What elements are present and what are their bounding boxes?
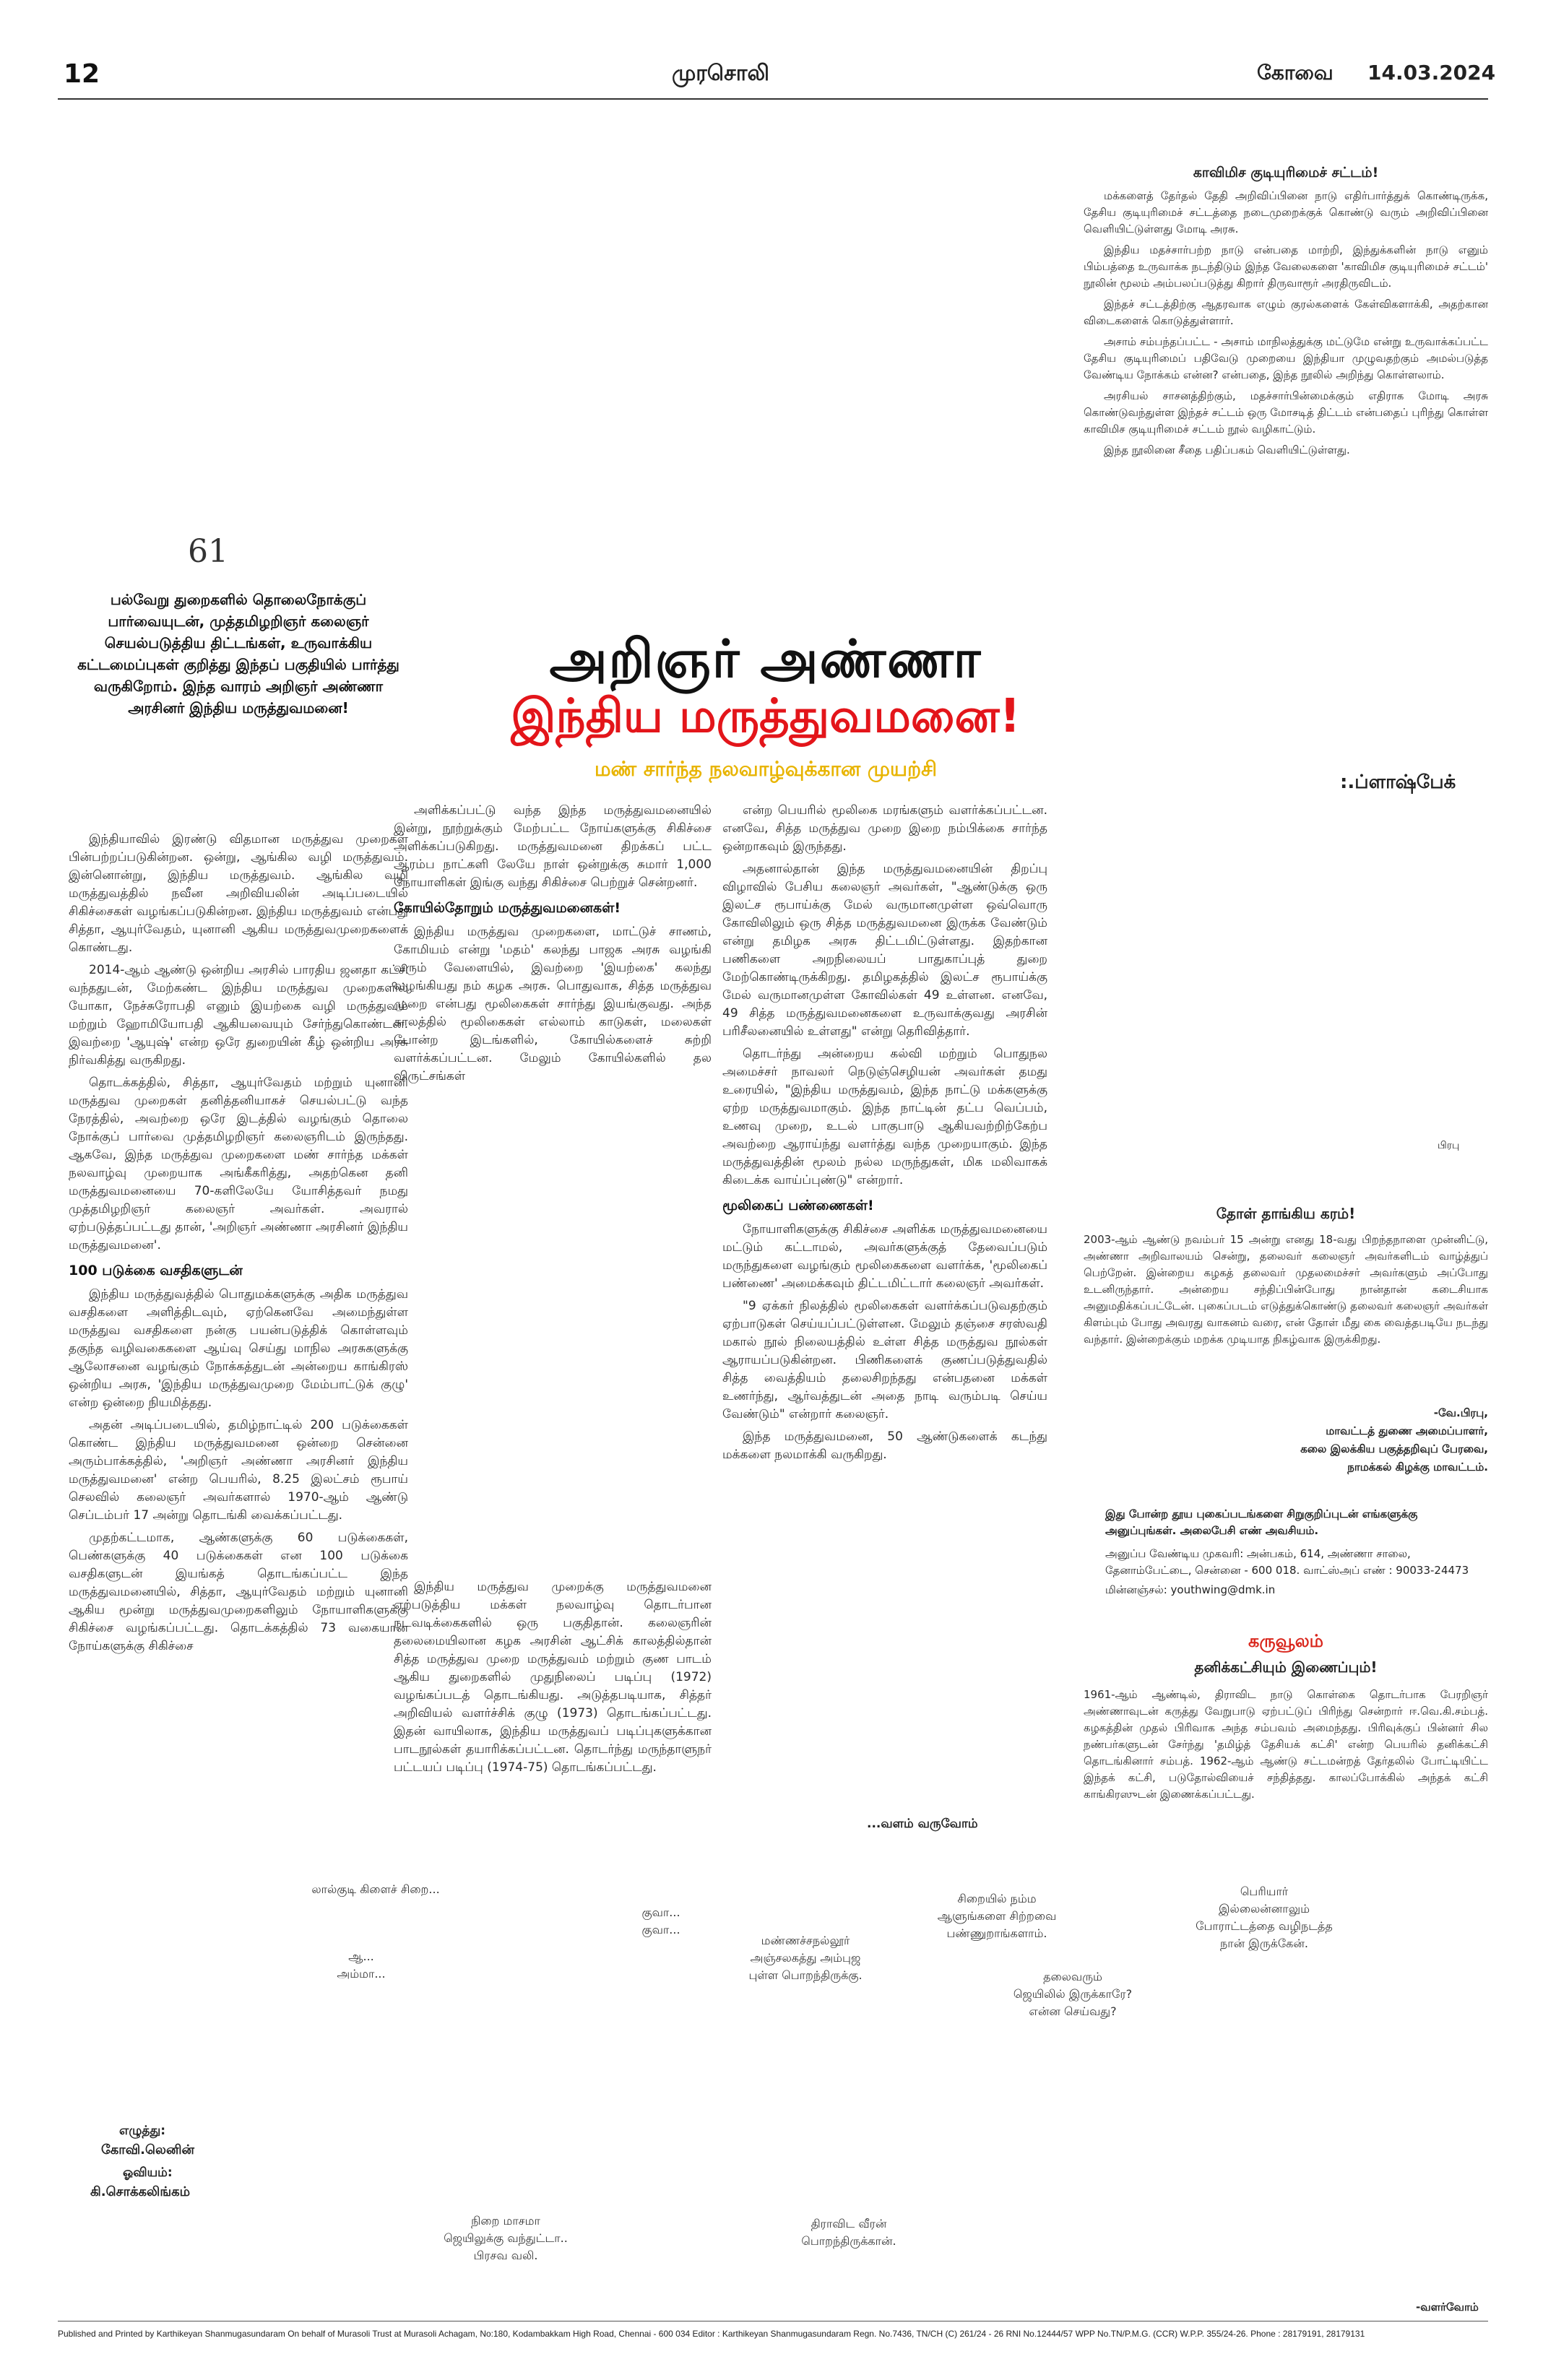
book-paragraph: இந்தச் சட்டத்திற்கு ஆதரவாக எழும் குரல்களைக் கேள்விகளாக்கி, அதற்கான விடைகளைக் கொடுத்துள்ளார்.	[1084, 298, 1488, 327]
book-paragraph: அரசியல் சாசனத்திற்கும், மதச்சார்பின்மைக்கும் எதிராக மோடி அரசு கொண்டுவந்துள்ள இந்தச் சட்டம் ஒரு மோசடித் திட்டம் என்பதைப் புரிந்து கொள்ள காவிமிச குடியுரிமைச் சட்டம் நூல் வழிகாட்டும்.	[1084, 389, 1488, 436]
shoulder-author: -வே.பிரபு,	[1433, 1406, 1488, 1419]
karuvoolam-title: தனிக்கட்சியும் இணைப்பும்!	[1194, 1658, 1378, 1676]
shoulder-text: 2003-ஆம் ஆண்டு நவம்பர் 15 அன்று எனது 18-வது பிறந்தநாளை முன்னிட்டு, அண்ணா அறிவாலயம் சென்று, தலைவர் கலைஞர் அவர்களிடம் வாழ்த்துப் பெற்றேன். இன்றைய கழகத் தலைவர் முதலமைச்சர் அவர்களும் அப்போது உடனிருந்தார். அன்றைய சந்திப்பின்போது நான்தான் கடைசியாக அனுமதிக்கப்பட்டேன். புகைப்படம் எடுத்துக்கொண்டு தலைவர் கலைஞர் அவர்கள் கிளம்பும் போது அவரது வாகனம் வரை, என் தோள் மீது கை வைத்தபடியே நடந்து வந்தார். இன்றைக்கும் மறக்க முடியாத நிகழ்வாக இருக்கிறது.	[1084, 1233, 1488, 1346]
flashback-label: :.ப்ளாஷ்பேக்	[1340, 771, 1456, 793]
article-column-1	[69, 831, 408, 1755]
page-number: 12	[64, 59, 100, 89]
book-review-title: காவிமிச குடியுரிமைச் சட்டம்!	[1193, 165, 1379, 181]
subheading-100-beds: 100 படுக்கை வசதிகளுடன்	[69, 1263, 243, 1278]
article-paragraph: அதனால்தான் இந்த மருத்துவமனையின் திறப்பு விழாவில் பேசிய கலைஞர் அவர்கள், "ஆண்டுக்கு ஒரு இலட்ச ரூபாய்க்கு மேல் வருமானமுள்ள ஒவ்வொரு கோவிலிலும் ஒரு சித்த மருத்துவமனை இருக்க வேண்டும் என்று தமிழக அரசு திட்டமிட்டுள்ளது. இதற்கான பணிகளை அறநிலையப் பாதுகாப்புத் துறை மேற்கொண்டிருக்கிறது. தமிழகத்தில் இலட்ச ரூபாய்க்கு மேல் வருமானமுள்ள கோவில்கள் 49 உள்ளன. எனவே, 49 சித்த மருத்துவமனைகளை உருவாக்குவது அரசின் பரிசீலனையில் உள்ளது" என்று தெரிவித்தார்.	[722, 862, 1047, 1039]
writer-name: கோவி.லெனின்	[101, 2142, 194, 2158]
speech-bubble: குவா... குவா...	[641, 1905, 680, 1937]
book-paragraph: மக்களைத் தேர்தல் தேதி அறிவிப்பினை நாடு எதிர்பார்த்துக் கொண்டிருக்க, தேசிய குடியுரிமைச் சட்டத்தை நடைமுறைக்குக் கொண்டு வரும் அறிவிப்பினை வெளியிட்டுள்ளது மோடி அரசு.	[1084, 189, 1488, 235]
karuvoolam-text: 1961-ஆம் ஆண்டில், திராவிட நாடு கொள்கை தொடர்பாக பேரறிஞர் அண்ணாவுடன் கருத்து வேறுபாடு ஏற்பட்டுப் பிரிந்து சென்றார் ஈ.வெ.கி.சம்பத். கழகத்தின் முதல் பிரிவாக அந்த சம்பவம் அமைந்தது. பிரிவுக்குப் பின்னர் சில நண்பர்களுடன் சேர்ந்து 'தமிழ்த் தேசியக் கட்சி' என்ற பெயரில் தனிக்கட்சி தொடங்கினார் சம்பத். 1962-ஆம் ஆண்டு சட்டமன்றத் தேர்தலில் போட்டியிட்ட இந்தக் கட்சி, படுதோல்வியைச் சந்தித்தது. காலப்போக்கில் அந்தக் கட்சி காங்கிரஸுடன் இணைக்கப்பட்டது.	[1084, 1688, 1488, 1801]
continued-note: ...வளம் வருவோம்	[867, 1817, 978, 1831]
footer-imprint: Published and Printed by Karthikeyan Shanmugasundaram On behalf of Murasoli Trust at Murasoli Achagam, No:180, Kodambakkam High Road, Chennai - 600 034 Editor : Karthikeyan Shanmugasundaram Regn. No.7436, TN/CH (C) 261/24 - 26 RNI No.12444/57 WPP No.TN/P.M.G. (CCR) W.P.P. 355/24-26. Phone : 28179191, 28179131	[58, 2329, 1365, 2339]
comic-intro: பல்வேறு துறைகளில் தொலைநோக்குப் பார்வையுடன், முத்தமிழறிஞர் கலைஞர் செயல்படுத்திய திட்டங்கள், உருவாக்கிய கட்டமைப்புகள் குறித்து இந்தப் பகுதியில் பார்த்து வருகிறோம். இந்த வாரம் அறிஞர் அண்ணா அரசினர் இந்திய மருத்துவமனை!	[77, 591, 399, 717]
book-paragraph: அசாம் சம்பந்தப்பட்ட - அசாம் மாநிலத்துக்கு மட்டுமே என்று உருவாக்கப்பட்ட தேசிய குடியுரிமைப் பதிவேடு முறையை இந்தியா முழுவதற்கும் அமல்படுத்த வேண்டிய நோக்கம் என்ன? என்பதை, இந்த நூலில் அறிந்து கொள்ளலாம்.	[1084, 335, 1488, 381]
article-column-2	[394, 802, 712, 1372]
shoulder-author-district: நாமக்கல் கிழக்கு மாவட்டம்.	[1347, 1461, 1488, 1474]
article-paragraph: 2014-ஆம் ஆண்டு ஒன்றிய அரசில் பாரதிய ஜனதா கட்சி வந்ததுடன், மேற்கண்ட இந்திய மருத்துவ முறைகளில் யோகா, நேச்சுரோபதி எனும் இயற்கை வழி மருத்துவம் மற்றும் ஹோமியோபதி ஆகியவையும் சேர்ந்துகொண்டன. இவற்றை 'ஆயுஷ்' என்ற ஒரே துறையின் கீழ் ஒன்றிய அரசு நிர்வகித்து வருகிறது.	[69, 963, 408, 1068]
photo-address: அனுப்ப வேண்டிய முகவரி: அன்பகம், 614, அண்ணா சாலை, தேனாம்பேட்டை, சென்னை - 600 018. வாட்ஸ்அப் எண் : 90033-24473	[1105, 1547, 1469, 1577]
speech-bubble: சிறையில் நம்ம ஆளுங்களை சிற்றவை பண்ணுறாங்களாம்.	[937, 1892, 1057, 1940]
episode-number: 61	[188, 533, 228, 570]
shoulder-title: தோள் தாங்கிய கரம்!	[1216, 1205, 1356, 1222]
article-paragraph: முதற்கட்டமாக, ஆண்களுக்கு 60 படுக்கைகள், பெண்களுக்கு 40 படுக்கைகள் என 100 படுக்கை வசதிகளுடன் இயங்கத் தொடங்கப்பட்ட இந்த மருத்துவமனையில், சித்தா, ஆயுர்வேதம் மற்றும் யுனானி ஆகிய மூன்று மருத்துவமுறைகளிலும் நோயாளிகளுக்கு சிகிச்சை வழங்கப்பட்டது. தொடக்கத்தில் 73 வகையான நோய்களுக்கு சிகிச்சை	[69, 1531, 408, 1653]
article-paragraph: தொடக்கத்தில், சித்தா, ஆயுர்வேதம் மற்றும் யுனானி மருத்துவ முறைகள் தனித்தனியாகச் செயல்பட்டு வந்த நேரத்தில், அவற்றை ஒரே இடத்தில் வழங்கும் தொலை நோக்குப் பார்வை முத்தமிழறிஞர் கலைஞரிடம் இருந்தது. ஆகவே, இந்த மருத்துவ முறைகளை மண் சார்ந்த மக்கள் நலவாழ்வு முறையாக அங்கீகரித்து, அதற்கென தனி மருத்துவமனையை 70-களிலேயே யோசித்தவர் நமது முத்தமிழறிஞர் கலைஞர் அவர்கள். அவரால் ஏற்படுத்தப்பட்டது தான், 'அறிஞர் அண்ணா அரசினர் இந்திய மருத்துவமனை'.	[69, 1076, 408, 1252]
book-paragraph: இந்திய மதச்சார்பற்ற நாடு என்பதை மாற்றி, இந்துக்களின் நாடு எனும் பிம்பத்தை உருவாக்க நடந்திடும் இந்த வேலைகளை 'காவிமிச குடியுரிமைச் சட்டம்' நூலின் மூலம் அம்பலப்படுத்து கிறார் திருவாரூர் அரதிருவிடம்.	[1084, 243, 1488, 290]
article-paragraph: இந்திய மருத்துவ முறைகளை, மாட்டுச் சாணம், கோமியம் என்று 'மதம்' கலந்து பாஜக அரசு வழங்கி வரும் வேளையில், இவற்றை 'இயற்கை' கலந்து வழங்கியது நம் கழக அரசு. பொதுவாக, சித்த மருத்துவ முறை என்பது மூலிகைகள் சார்ந்து இயங்குவது. அந்த காலத்தில் மூலிகைகள் எல்லாம் காடுகள், மலைகள் போன்ற இடங்களில், கோயில்களைச் சுற்றி வளர்க்கப்பட்டன. மேலும் கோயில்களில் தல விருட்சங்கள்	[394, 925, 712, 1083]
article-paragraph: இந்த மருத்துவமனை, 50 ஆண்டுகளைக் கடந்து மக்களை நலமாக்கி வருகிறது.	[722, 1429, 1047, 1462]
article-paragraph: என்ற பெயரில் மூலிகை மரங்களும் வளர்க்கப்பட்டன. எனவே, சித்த மருத்துவ முறை இறை நம்பிக்கை சார்ந்த ஒன்றாகவும் இருந்தது.	[722, 803, 1047, 854]
article-paragraph: இந்திய மருத்துவ முறைக்கு மருத்துவமனை ஏற்படுத்திய மக்கள் நலவாழ்வு தொடர்பான நடவடிக்கைகளில் ஒரு பகுதிதான். கலைஞரின் தலைமையிலான கழக அரசின் ஆட்சிக் காலத்தில்தான் சித்த மருத்துவ முறை மருத்துவம் மற்றும் குண பாடம் ஆகிய துறைகளில் முதுநிலைப் படிப்பு (1972) வழங்கப்படத் தொடங்கியது. அடுத்தபடியாக, சித்தர் அறிவியல் வளர்ச்சிக் குழு (1973) தொடங்கப்பட்டது. இதன் வாயிலாக, இந்திய மருத்துவப் படிப்புகளுக்கான பாடநூல்கள் தயாரிக்கப்பட்டன. தொடர்ந்து மருந்தாளுநர் பட்டயப் படிப்பு (1974-75) தொடங்கப்பட்டது.	[394, 1580, 712, 1775]
issue-date: 14.03.2024	[1367, 61, 1496, 85]
shoulder-author-role: மாவட்டத் துணை அமைப்பாளர்,	[1326, 1424, 1488, 1437]
signoff: -வளர்வோம்	[1416, 2301, 1479, 2314]
karuvoolam-heading: கருவூலம்	[1248, 1631, 1323, 1651]
edition-label: கோவை	[1257, 61, 1334, 85]
comic-title-line1: அறிஞர் அண்ணா	[549, 628, 982, 689]
article-paragraph: அளிக்கப்பட்டு வந்த இந்த மருத்துவமனையில் இன்று, நூற்றுக்கும் மேற்பட்ட நோய்களுக்கு சிகிச்சை அளிக்கப்படுகிறது. மருத்துவமனை திறக்கப் பட்ட ஆரம்ப நாட்களி லேயே நாள் ஒன்றுக்கு சுமார் 1,000 நோயாளிகள் இங்கு வந்து சிகிச்சை பெற்றுச் சென்றனர்.	[394, 803, 712, 890]
speech-bubble: லால்குடி கிளைச் சிறை...	[311, 1882, 440, 1896]
speech-bubble: தலைவரும் ஜெயிலில் இருக்காரே? என்ன செய்வது?	[1013, 1970, 1133, 2018]
book-review-text	[1084, 188, 1488, 636]
header-rule	[58, 98, 1488, 100]
speech-bubble: திராவிட வீரன் பொறந்திருக்கான்.	[801, 2217, 896, 2248]
photo-caption: பிரபு	[1438, 1140, 1460, 1151]
article-paragraph: தொடர்ந்து அன்றைய கல்வி மற்றும் பொதுநல அமைச்சர் நாவலர் நெடுஞ்செழியன் அவர்கள் தமது உரையில், "இந்திய மருத்துவம், இந்த நாட்டு மக்களுக்கு ஏற்ற மருத்துவமாகும். இந்த நாட்டின் தட்ப வெப்பம், உணவு முறை, உடல் பாகுபாடு ஆகியவற்றிற்கேற்ப அவற்றை ஆராய்ந்து வளர்த்து வந்த முறையாகும். இந்த மருத்துவத்தின் மூலம் நல்ல மருந்துகள், மிக மலிவாகக் கிடைக்க வாய்ப்புண்டு" என்றார்.	[722, 1047, 1047, 1187]
photo-email: மின்னஞ்சல்: youthwing@dmk.in	[1105, 1583, 1276, 1596]
comic-title-line2: இந்திய மருத்துவமனை!	[511, 690, 1021, 743]
article-paragraph: நோயாளிகளுக்கு சிகிச்சை அளிக்க மருத்துவமனையை மட்டும் கட்டாமல், அவர்களுக்குத் தேவைப்படும் மருந்துகளை வழங்கும் மூலிகைகளை வளர்க்க, 'மூலிகைப் பண்ணை' அமைக்கவும் திட்டமிட்டார் கலைஞர் அவர்கள்.	[722, 1222, 1047, 1291]
article-paragraph: அதன் அடிப்படையில், தமிழ்நாட்டில் 200 படுக்கைகள் கொண்ட இந்திய மருத்துவமனை ஒன்றை சென்னை அரும்பாக்கத்தில், 'அறிஞர் அண்ணா அரசினர் இந்திய மருத்துவமனை' என்ற பெயரில், 8.25 இலட்சம் ரூபாய் செலவில் கலைஞர் அவர்களால் 1970-ஆம் ஆண்டு செப்டம்பர் 17 அன்று தொடங்கி வைக்கப்பட்டது.	[69, 1418, 408, 1523]
article-column-3	[722, 802, 1047, 1806]
comic-subtitle: மண் சார்ந்த நலவாழ்வுக்கான முயற்சி	[594, 757, 938, 781]
article-paragraph: "9 ஏக்கர் நிலத்தில் மூலிகைகள் வளர்க்கப்படுவதற்கும் ஏற்பாடுகள் செய்யப்பட்டுள்ளன. மேலும் தஞ்சை சரஸ்வதி மகால் நூல் நிலையத்தில் உள்ள சித்த மருத்துவ நூல்கள் ஆராயப்படுகின்றன. பிணிகளைக் குணப்படுத்துவதில் சித்த வைத்தியம் தலைசிறந்தது என்பதனை மக்கள் உணர்ந்து, ஆர்வத்துடன் அதை நாடி வரும்படி செய்ய வேண்டும்" என்றார் கலைஞர்.	[722, 1299, 1047, 1421]
subheading-temple-hospitals: கோயில்தோறும் மருத்துவமனைகள்!	[394, 900, 621, 916]
paper-name: முரசொலி	[672, 61, 769, 86]
speech-bubble: பெரியார் இல்லைன்னாலும் போராட்டத்தை வழிநடத்த நான் இருக்கேன்.	[1196, 1884, 1333, 1950]
book-paragraph: இந்த நூலினை சீதை பதிப்பகம் வெளியிட்டுள்ளது.	[1104, 443, 1350, 456]
artist-name: கி.சொக்கலிங்கம்	[90, 2184, 191, 2199]
speech-bubble: ஆ... அம்மா...	[337, 1950, 386, 1981]
writer-label: எழுத்து:	[119, 2124, 166, 2138]
subheading-herb-farms: மூலிகைப் பண்ணைகள்!	[722, 1198, 874, 1213]
article-paragraph: இந்தியாவில் இரண்டு விதமான மருத்துவ முறைகள் பின்பற்றப்படுகின்றன. ஒன்று, ஆங்கில வழி மருத்துவம். இன்னொன்று, இந்திய மருத்துவம். ஆங்கில வழி மருத்துவத்தில் நவீன அறிவியலின் அடிப்படையில் சிகிச்சைகள் வழங்கப்படுகின்றன. இந்திய மருத்துவம் என்பது சித்தா, ஆயுர்வேதம், யுனானி ஆகிய மருத்துவமுறைகளைக் கொண்டது.	[69, 832, 408, 955]
shoulder-author-org: கலை இலக்கிய பகுத்தறிவுப் பேரவை,	[1300, 1442, 1488, 1455]
speech-bubble: மண்ணச்சநல்லூர் அஞ்சலகத்து அம்புஜ புள்ள பொறந்திருக்கு.	[748, 1934, 863, 1982]
article-paragraph: இந்திய மருத்துவத்தில் பொதுமக்களுக்கு அதிக மருத்துவ வசதிகளை அளித்திடவும், ஏற்கெனவே அமைந்துள்ள மருத்துவ வசதிகளை நன்கு பயன்படுத்திக் கொள்ளவும் தகுந்த வழிவகைகளை ஆய்வு செய்து மாநில அரசுகளுக்கு ஆலோசனை வழங்கும் நோக்கத்துடன் அன்றைய காங்கிரஸ் ஒன்றிய அரசு, 'இந்திய மருத்துவமுறை மேம்பாட்டுக் குழு' என்ற ஒன்றை நியமித்தது.	[69, 1287, 408, 1410]
article-column-2-lower	[394, 1578, 712, 1809]
photo-appeal: இது போன்ற தூய புகைப்படங்களை சிறுகுறிப்புடன் எங்களுக்கு அனுப்புங்கள். அலைபேசி எண் அவசியம்.	[1105, 1507, 1418, 1537]
speech-bubble: நிறை மாசமா ஜெயிலுக்கு வந்துட்டா.. பிரசவ வலி.	[444, 2214, 568, 2262]
artist-label: ஓவியம்:	[123, 2165, 173, 2180]
